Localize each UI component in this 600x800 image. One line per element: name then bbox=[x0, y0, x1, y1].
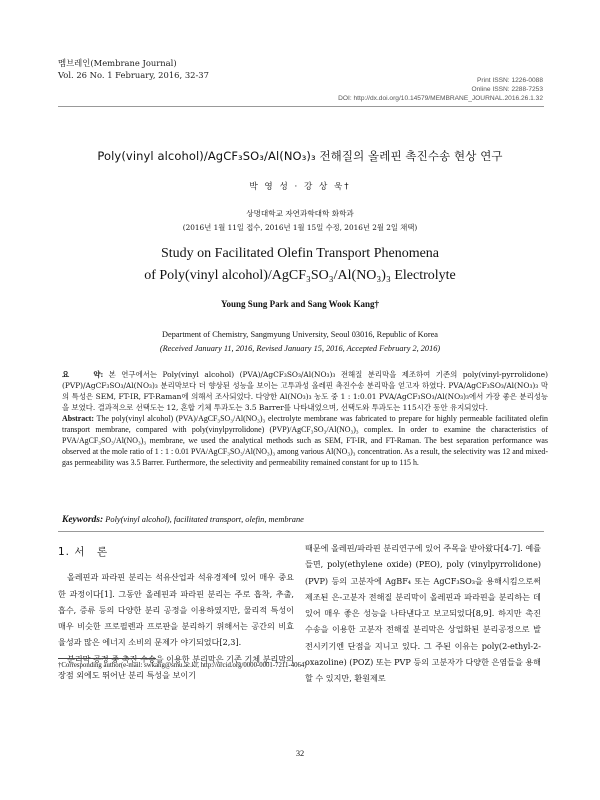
body-paragraph: 올레핀과 파라핀 분리는 석유산업과 석유경제에 있어 매우 중요한 과정이다[1]. 그동안 올레핀과 파라핀 분리는 주로 흡착, 추출, 흡수, 증류 등의 다양한 분리 공정을 이용하였지만, 물리적 특성이 매우 비슷한 프로필렌과 프로판을 분리하기 위해서는 공간의 비효율성과 많은 에너지 소비의 문제가 야기되었다[2,3]. bbox=[58, 572, 294, 648]
korean-dates: (2016년 1월 11일 접수, 2016년 1월 15일 수정, 2016년 2월 2일 채택) bbox=[182, 223, 418, 232]
korean-affiliation: 상명대학교 자연과학대학 화학과 bbox=[246, 209, 354, 218]
english-title bbox=[0, 243, 600, 287]
english-title-line-2: of Poly(vinyl alcohol)/AgCF₃SO₃/Al(NO₃)₃ Electrolyte bbox=[144, 268, 456, 283]
english-abstract bbox=[62, 413, 548, 468]
footnote-rule bbox=[58, 658, 156, 659]
english-title-line-1: Study on Facilitated Olefin Transport Phenomena bbox=[160, 246, 440, 261]
korean-abstract bbox=[62, 369, 548, 413]
keywords bbox=[62, 515, 548, 525]
volume-line: Vol. 26 No. 1 February, 2016, 32-37 bbox=[58, 70, 209, 80]
abstract-rule bbox=[58, 531, 544, 532]
online-issn: Online ISSN: 2288-7253 bbox=[471, 86, 543, 93]
korean-abstract-text: 본 연구에서는 Poly(vinyl alcohol) (PVA)/AgCF₃SO₃/Al(NO₃)₃ 전해질 분리막을 제조하여 기존의 poly(vinyl-pyrrolidone) (PVP)/AgCF₃SO₃/Al(NO₃)₃ 분리막보다 더 향상된 성능을 보이는 고투과성 올레핀 촉진수송 분리막을 얻고자 하였다. PVA/AgCF₃SO₃/Al(NO₃)₃ 막의 특성은 SEM, FT-IR, FT-Raman에 의해서 조사되었다. 다양한 Al(NO₃)₃ 농도 중 1 : 1:0.01 PVA/AgCF₃SO₃/Al(NO₃)₃에서 가장 좋은 분리성능을 보였다. 결과적으로 선택도는 12, 혼합 기체 투과도는 3.5 Barrer를 나타내었으며, 선택도와 투과도는 115시간 동안 유지되었다. bbox=[62, 370, 548, 412]
english-abstract-label: Abstract: bbox=[62, 414, 94, 423]
body-paragraph: 때문에 올레핀/파라핀 분리연구에 있어 주목을 받아왔다[4-7]. 예를 들면, poly(ethylene oxide) (PEO), poly (vinylpyrrolidone) (PVP) 등의 고분자에 AgBF₄ 또는 AgCF₃SO₃을 용해시킴으로써 제조된 은-고분자 전해질 분리막이 올레핀과 파라핀을 분리하는 데 있어 매우 좋은 성능을 나타낸다고 보고되었다[8,9]. 하지만 촉진 수송을 이용한 고분자 전해질 분리막은 상업화된 분리공정으로 발전시키기엔 단점을 지니고 있다. 그 주된 이유는 poly(2-ethyl-2-oxazoline) (POZ) 또는 PVP 등의 고분자가 다양한 은염들을 용해할 수 있지만, 환원제로 bbox=[305, 543, 541, 684]
english-abstract-text: The poly(vinyl alcohol) (PVA)/AgCF₃SO₃/Al(NO₃)₃ electrolyte membrane was fabricated to prepare for highly permeable facilitated olefin transport membrane, compared with poly(vinylpyrrolidone) (PVP)/AgCF₃SO₃/Al(NO₃)₃ complex. In order to examine the characteristics of PVA/AgCF₃SO₃/Al(NO₃)₃ membrane, we used the analytical methods such as SEM, FT-IR, and FT-Raman. The best separation performance was observed at the mole ratio of 1 : 1 : 0.01 PVA/AgCF₃SO₃/Al(NO₃)₃ among various Al(NO₃)₃ concentration. As a result, the selectivity was 12 and mixed-gas permeability was 3.5 Barrer. Furthermore, the selectivity and permeability remained constant for up to 115 h. bbox=[62, 414, 548, 467]
section-heading: 1. 서 론 bbox=[58, 546, 109, 558]
issn-block bbox=[338, 76, 543, 103]
page-number: 32 bbox=[295, 749, 305, 758]
keywords-label: Keywords: bbox=[62, 515, 104, 525]
korean-abstract-label: 요 약: bbox=[62, 370, 104, 379]
korean-authors: 박 영 성 · 강 상 욱† bbox=[249, 182, 351, 192]
journal-header bbox=[58, 57, 209, 81]
body-paragraph: 분리막 공정 중 촉진 수송을 이용한 분리막은 기존 기체 분리막의 장점 외에도 뛰어난 분리 특성을 보이기 bbox=[58, 653, 294, 681]
korean-title: Poly(vinyl alcohol)/AgCF₃SO₃/Al(NO₃)₃ 전해질의 올레핀 촉진수송 현상 연구 bbox=[97, 149, 503, 163]
english-authors: Young Sung Park and Sang Wook Kang† bbox=[221, 299, 379, 309]
print-issn: Print ISSN: 1226-0088 bbox=[477, 77, 543, 84]
doi-link[interactable]: DOI: http://dx.doi.org/10.14579/MEMBRANE_JOURNAL.2016.26.1.32 bbox=[338, 95, 543, 102]
english-dates: (Received January 11, 2016, Revised January 15, 2016, Accepted February 2, 2016) bbox=[159, 344, 441, 353]
header-rule bbox=[58, 106, 544, 107]
keywords-text: Poly(vinyl alcohol), facilitated transport, olefin, membrane bbox=[105, 515, 304, 524]
english-affiliation: Department of Chemistry, Sangmyung University, Seoul 03016, Republic of Korea bbox=[162, 330, 438, 339]
journal-name: 멤브레인(Membrane Journal) bbox=[58, 58, 177, 68]
footnote: †Corresponding author(e-mail: swkang@smu.ac.kr, http://orcid.org/0000-0001-7211-4064) bbox=[58, 662, 307, 669]
